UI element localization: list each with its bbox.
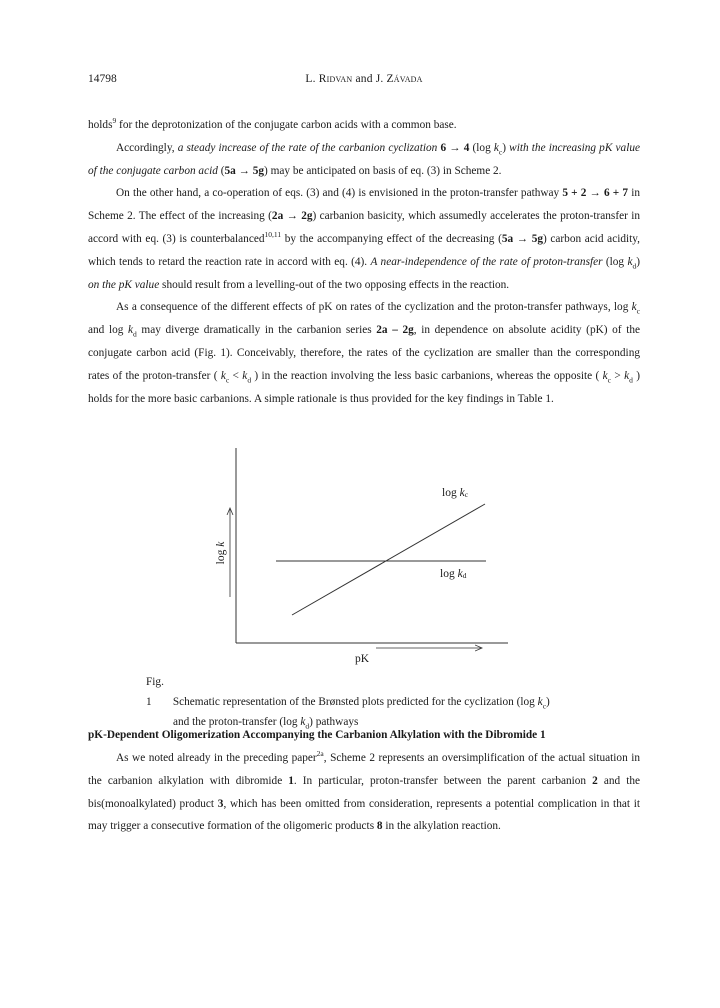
- series-log-kd-label: log kd: [440, 568, 467, 580]
- italic-run: a steady increase of the rate of the carbanion cyclization: [177, 141, 441, 154]
- reference-superscript: 2a: [316, 749, 324, 759]
- k-symbol: k: [242, 369, 248, 382]
- text-run: holds: [88, 119, 113, 131]
- figure-number: Fig. 1: [146, 676, 164, 708]
- series-log-kc-label: log kc: [442, 487, 469, 499]
- series-log-kc-line: [292, 504, 485, 615]
- k-symbol: k: [631, 301, 637, 314]
- subscript: c: [225, 375, 230, 385]
- subscript: d: [305, 721, 310, 731]
- text-run: ): [502, 141, 510, 154]
- reference-superscript: 9: [112, 116, 117, 126]
- text-run: may diverge dramatically in the carbanion series: [136, 324, 377, 337]
- author-2: J. Závada: [375, 73, 423, 85]
- k-symbol: k: [300, 716, 306, 728]
- body-text-bottom: [88, 747, 640, 838]
- k-symbol: k: [537, 696, 543, 708]
- author-1: L. Ridvan: [305, 73, 353, 85]
- compound-ref: 2a → 2g: [271, 210, 313, 223]
- body-text-top: [88, 114, 640, 410]
- text-run: ) carbon acid acidity, which tends to retard the reaction rate in accord with eq. (4).: [88, 232, 641, 268]
- italic-run: with the increasing pK value of the conjugate carbon acid: [88, 141, 640, 177]
- compound-ref: 2: [592, 774, 598, 787]
- author-joiner: and: [355, 73, 373, 85]
- section-heading: pK-Dependent Oligomerization Accompanying the Carbanion Alkylation with the Dibromide 1: [88, 729, 546, 741]
- text-run: in Scheme 2. The effect of the increasing (: [88, 187, 640, 223]
- k-symbol: k: [220, 369, 226, 382]
- k-symbol: k: [493, 141, 499, 154]
- text-run: for the deprotonization of the conjugate carbon acids with a common base.: [116, 119, 457, 131]
- text-run: ): [636, 255, 640, 268]
- text-run: should result from a levelling-out of the two opposing effects in the reaction.: [159, 278, 510, 291]
- text-run: , in dependence on absolute acidity (pK) of the conjugate carbon acid (Fig. 1). Conceivably, therefore, the rates of the cyclization are smaller than the corresponding rates of the proton-transfer (: [88, 324, 640, 382]
- bronsted-plot: [180, 440, 540, 680]
- text-run: , which has been omitted from consideration, represents a potential complication in that it may trigger a consecutive formation of the oligomeric products: [88, 797, 640, 833]
- compound-ref: 5a → 5g: [224, 164, 265, 177]
- k-symbol: k: [627, 255, 633, 268]
- k-symbol: k: [602, 369, 608, 382]
- subscript: d: [629, 375, 633, 385]
- running-header: [88, 73, 640, 89]
- subscript: d: [632, 261, 637, 271]
- x-axis-label: pK: [354, 653, 370, 665]
- text-run: On the other hand, a co-operation of eqs. (3) and (4) is envisioned in the proton-transfer pathway: [116, 187, 563, 200]
- figure-caption: [146, 672, 616, 732]
- compound-ref: 2a – 2g: [376, 324, 414, 337]
- text-run: ) in the reaction involving the less basic carbanions, whereas the opposite (: [251, 369, 603, 382]
- page-number: 14798: [88, 73, 117, 85]
- k-symbol: k: [128, 324, 134, 337]
- paragraph-4: [88, 296, 640, 410]
- text-run: (log: [602, 255, 628, 268]
- subscript: c: [542, 701, 547, 711]
- subscript: c: [607, 375, 612, 385]
- text-run: As a consequence of the different effects of pK on rates of the cyclization and the proton-transfer pathways, log: [116, 301, 632, 314]
- text-run: >: [611, 369, 625, 382]
- text-run: As we noted already in the preceding paper: [116, 752, 317, 764]
- text-run: ) pathways: [309, 716, 359, 728]
- running-head-authors: [88, 73, 640, 85]
- text-run: ): [546, 696, 550, 708]
- y-axis-label: log k: [215, 541, 227, 565]
- subscript: c: [498, 147, 503, 157]
- paragraph-5: [88, 747, 640, 838]
- text-run: and the bis(monoalkylated) product: [88, 774, 641, 810]
- text-run: (log: [469, 141, 494, 154]
- paragraph-3: [88, 182, 640, 296]
- text-run: and log: [88, 324, 129, 337]
- text-run: ) carbanion basicity, which assumedly accelerates the proton-transfer in accord with eq. (3) is counterbalanced: [88, 210, 640, 245]
- subscript: c: [636, 306, 640, 316]
- text-run: (: [217, 164, 225, 177]
- compound-ref: 6 → 4: [440, 141, 470, 154]
- italic-run: A near-independence of the rate of proton-transfer: [370, 255, 603, 268]
- italic-run: on the pK value: [88, 278, 160, 291]
- paragraph-2: [88, 137, 640, 183]
- compound-ref: 1: [288, 774, 294, 787]
- compound-ref: 5 + 2 → 6 + 7: [562, 187, 629, 200]
- compound-ref: 3: [217, 797, 224, 810]
- reference-superscript: 10,11: [264, 230, 282, 240]
- text-run: by the accompanying effect of the decreasing (: [281, 232, 502, 245]
- text-run: Accordingly,: [116, 141, 178, 154]
- text-run: , Scheme 2 represents an oversimplification of the actual situation in the carbanion alkylation with dibromide: [88, 752, 640, 787]
- subscript: d: [247, 375, 252, 385]
- text-run: and the proton-transfer (log: [173, 716, 301, 728]
- compound-ref: 8: [376, 820, 383, 833]
- compound-ref: 5a → 5g: [501, 232, 543, 245]
- subscript: d: [133, 329, 137, 339]
- text-run: in the alkylation reaction.: [382, 820, 501, 833]
- k-symbol: k: [624, 369, 630, 382]
- text-run: ) holds for the more basic carbanions. A simple rationale is thus provided for the key findings in Table 1.: [88, 369, 640, 405]
- text-run: Schematic representation of the Brønsted plots predicted for the cyclization (log: [172, 696, 538, 708]
- text-run: . In particular, proton-transfer between the parent carbanion: [293, 774, 593, 787]
- text-run: ) may be anticipated on basis of eq. (3) in Scheme 2.: [264, 164, 502, 177]
- paragraph-1: [88, 114, 640, 137]
- caption-line-1: [146, 672, 616, 712]
- text-run: <: [229, 369, 243, 382]
